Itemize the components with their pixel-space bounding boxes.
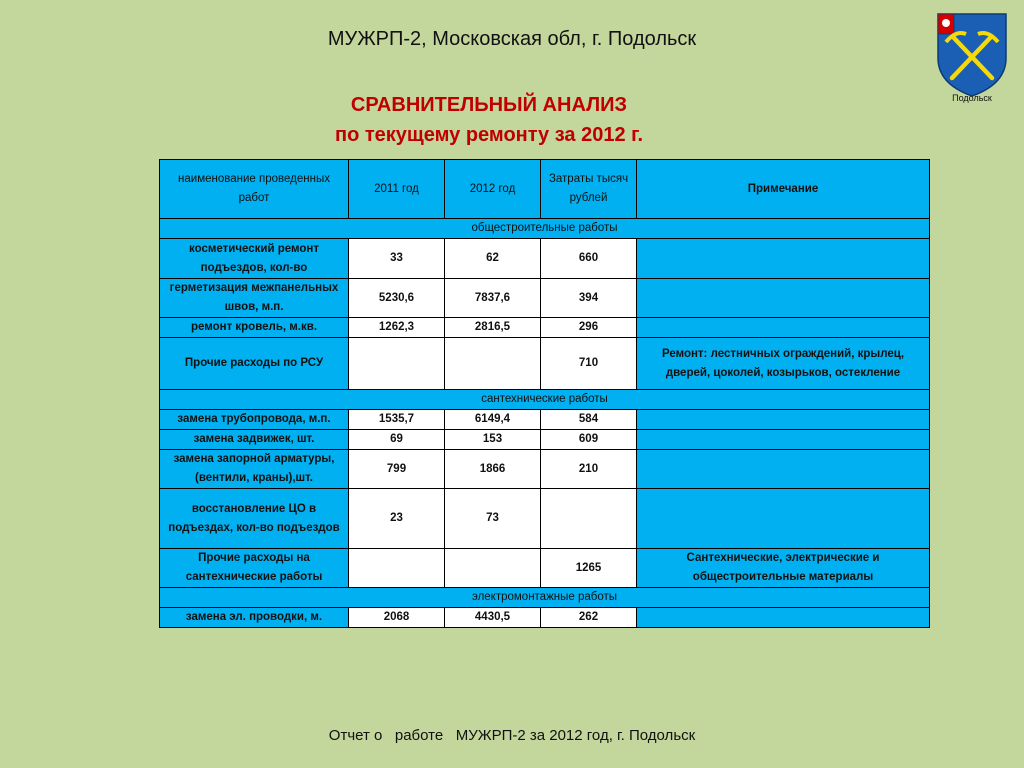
- table-row: [160, 410, 930, 430]
- table-row: [160, 318, 930, 338]
- organization-title: МУЖРП-2, Московская обл, г. Подольск: [327, 28, 697, 50]
- cell-name: косметический ремонт подъездов, кол-во: [160, 239, 349, 279]
- cell-name: замена трубопровода, м.п.: [160, 410, 349, 430]
- cell-name: Прочие расходы на сантехнические работы: [160, 549, 349, 588]
- section-title: общестроительные работы: [160, 219, 930, 239]
- column-header-name: наименование проведенных работ: [160, 160, 349, 219]
- cell-cost: 394: [541, 279, 637, 318]
- cell-note: [637, 430, 930, 450]
- table-row: [160, 608, 930, 628]
- cell-cost: 584: [541, 410, 637, 430]
- cell-name: восстановление ЦО в подъездах, кол-во подъездов: [160, 489, 349, 549]
- column-header-cost: Затраты тысяч рублей: [541, 160, 637, 219]
- cell-name: замена задвижек, шт.: [160, 430, 349, 450]
- cell-note: [637, 410, 930, 430]
- page-title: [0, 90, 978, 150]
- cell-y2011: 33: [349, 239, 445, 279]
- column-header-2012: 2012 год: [445, 160, 541, 219]
- cell-note: [637, 239, 930, 279]
- cell-y2012: 62: [445, 239, 541, 279]
- cell-cost: 609: [541, 430, 637, 450]
- table-row: [160, 239, 930, 279]
- table-header-row: [160, 160, 930, 219]
- cell-y2012: 6149,4: [445, 410, 541, 430]
- cell-y2012: [445, 549, 541, 588]
- section-title: электромонтажные работы: [160, 588, 930, 608]
- cell-note: [637, 450, 930, 489]
- cell-y2012: 73: [445, 489, 541, 549]
- section-title: сантехнические работы: [160, 390, 930, 410]
- table-row: [160, 338, 930, 390]
- cell-y2011: 1535,7: [349, 410, 445, 430]
- cell-cost: 210: [541, 450, 637, 489]
- column-header-note: Примечание: [637, 160, 930, 219]
- cell-name: замена эл. проводки, м.: [160, 608, 349, 628]
- cell-y2012: 153: [445, 430, 541, 450]
- section-header-row: [160, 219, 930, 239]
- cell-name: Прочие расходы по РСУ: [160, 338, 349, 390]
- cell-cost: 296: [541, 318, 637, 338]
- table-row: [160, 549, 930, 588]
- table-row: [160, 450, 930, 489]
- column-header-2011: 2011 год: [349, 160, 445, 219]
- cell-name: ремонт кровель, м.кв.: [160, 318, 349, 338]
- cell-name: герметизация межпанельных швов, м.п.: [160, 279, 349, 318]
- cell-cost: 1265: [541, 549, 637, 588]
- cell-note: [637, 279, 930, 318]
- cell-y2012: 1866: [445, 450, 541, 489]
- cell-y2011: 2068: [349, 608, 445, 628]
- repair-comparison-table: [159, 159, 930, 628]
- footer-text: Отчет о работе МУЖРП-2 за 2012 год, г. Подольск: [328, 727, 696, 744]
- title-line-1: СРАВНИТЕЛЬНЫЙ АНАЛИЗ: [350, 94, 628, 116]
- table-row: [160, 489, 930, 549]
- cell-y2012: 4430,5: [445, 608, 541, 628]
- cell-cost: 710: [541, 338, 637, 390]
- cell-y2011: 799: [349, 450, 445, 489]
- cell-y2011: 69: [349, 430, 445, 450]
- table-row: [160, 279, 930, 318]
- title-line-2: по текущему ремонту за 2012 г.: [334, 124, 644, 146]
- emblem-caption: Подольск: [952, 93, 992, 103]
- cell-y2011: 1262,3: [349, 318, 445, 338]
- cell-y2012: 2816,5: [445, 318, 541, 338]
- cell-y2011: [349, 338, 445, 390]
- cell-y2011: [349, 549, 445, 588]
- cell-y2011: 5230,6: [349, 279, 445, 318]
- table-row: [160, 430, 930, 450]
- cell-note: Сантехнические, электрические и общестроительные материалы: [637, 549, 930, 588]
- cell-y2012: [445, 338, 541, 390]
- cell-name: замена запорной арматуры, (вентили, краны),шт.: [160, 450, 349, 489]
- section-header-row: [160, 588, 930, 608]
- cell-note: [637, 608, 930, 628]
- cell-cost: [541, 489, 637, 549]
- cell-note: [637, 489, 930, 549]
- section-header-row: [160, 390, 930, 410]
- cell-y2012: 7837,6: [445, 279, 541, 318]
- cell-note: Ремонт: лестничных ограждений, крылец, дверей, цоколей, козырьков, остекление: [637, 338, 930, 390]
- cell-cost: 262: [541, 608, 637, 628]
- cell-y2011: 23: [349, 489, 445, 549]
- cell-cost: 660: [541, 239, 637, 279]
- cell-note: [637, 318, 930, 338]
